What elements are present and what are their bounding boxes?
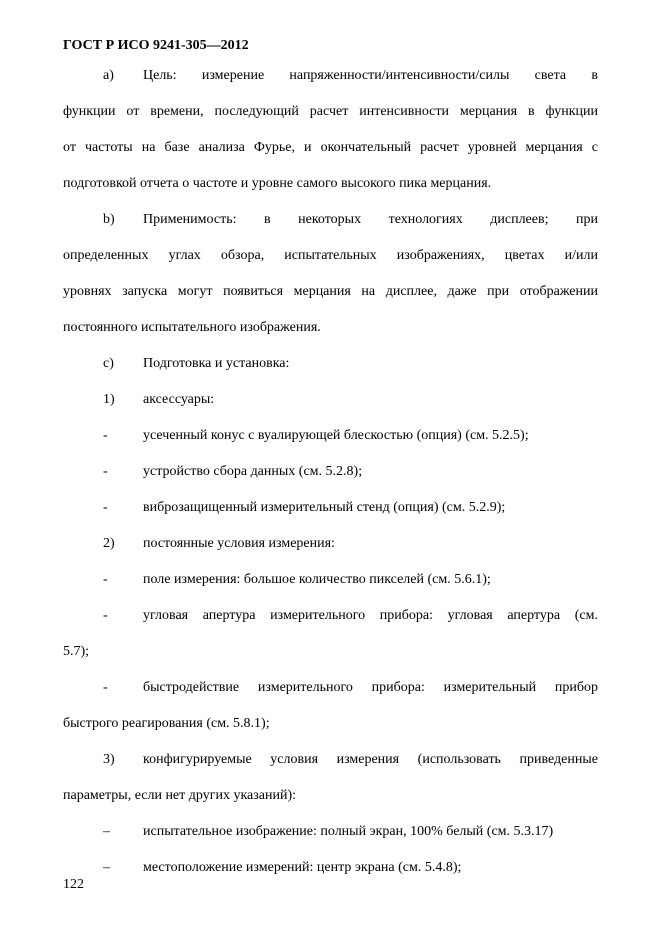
paragraph-line: функции от времени, последующий расчет интенсивности мерцания в функции bbox=[63, 104, 598, 119]
list-item-text: угловая апертура измерительного прибора: угловая апертура (см. bbox=[143, 608, 598, 623]
item-marker: а) bbox=[103, 68, 114, 83]
list-item-text: виброзащищенный измерительный стенд (опция) (см. 5.2.9); bbox=[143, 500, 506, 515]
paragraph-text: Подготовка и установка: bbox=[143, 356, 290, 371]
list-item bbox=[63, 418, 598, 454]
dash-marker: - bbox=[103, 500, 108, 515]
list-item-text: устройство сбора данных (см. 5.2.8); bbox=[143, 464, 363, 479]
paragraph-line: определенных углах обзора, испытательных изображениях, цветах и/или bbox=[63, 248, 598, 263]
item-marker: 3) bbox=[103, 752, 115, 767]
list-item-text: быстродействие измерительного прибора: измерительный прибор bbox=[143, 680, 598, 695]
subitem-text: конфигурируемые условия измерения (использовать приведенные bbox=[143, 752, 598, 767]
subitem-continuation: параметры, если нет других указаний): bbox=[63, 788, 297, 803]
item-marker: 2) bbox=[103, 536, 115, 551]
list-item bbox=[63, 598, 598, 634]
list-item-continuation: быстрого реагирования (см. 5.8.1); bbox=[63, 716, 270, 731]
paragraph-line: подготовкой отчета о частоте и уровне самого высокого пика мерцания. bbox=[63, 176, 492, 191]
dash-marker: - bbox=[103, 464, 108, 479]
dash-marker: – bbox=[103, 860, 110, 875]
subitem-text: аксессуары: bbox=[143, 392, 215, 407]
subitem-text: постоянные условия измерения: bbox=[143, 536, 335, 551]
paragraph-c bbox=[63, 346, 598, 382]
subitem-3 bbox=[63, 742, 598, 778]
item-marker: b) bbox=[103, 212, 115, 227]
list-item bbox=[63, 670, 598, 706]
list-item-continuation: 5.7); bbox=[63, 644, 90, 659]
paragraph-line: от частоты на базе анализа Фурье, и окончательный расчет уровней мерцания с bbox=[63, 140, 598, 155]
dash-marker: - bbox=[103, 572, 108, 587]
list-item-text: поле измерения: большое количество пикселей (см. 5.6.1); bbox=[143, 572, 491, 587]
subitem-1 bbox=[63, 382, 598, 418]
paragraph-a bbox=[63, 58, 598, 94]
paragraph-line: постоянного испытательного изображения. bbox=[63, 320, 321, 335]
list-item bbox=[63, 490, 598, 526]
item-marker: 1) bbox=[103, 392, 115, 407]
subitem-2 bbox=[63, 526, 598, 562]
list-item bbox=[63, 562, 598, 598]
dash-marker: - bbox=[103, 608, 108, 623]
dash-marker: - bbox=[103, 680, 108, 695]
list-item bbox=[63, 454, 598, 490]
page-number: 122 bbox=[63, 877, 84, 892]
paragraph-line: уровнях запуска могут появиться мерцания на дисплее, даже при отображении bbox=[63, 284, 598, 299]
paragraph-text: Применимость: в некоторых технологиях дисплеев; при bbox=[143, 212, 598, 227]
document-header: ГОСТ Р ИСО 9241-305—2012 bbox=[63, 38, 249, 53]
list-item-text: усеченный конус с вуалирующей блескостью (опция) (см. 5.2.5); bbox=[143, 428, 529, 443]
list-item-text: испытательное изображение: полный экран, 100% белый (см. 5.3.17) bbox=[143, 824, 554, 839]
paragraph-b bbox=[63, 202, 598, 238]
list-item bbox=[63, 814, 598, 850]
dash-marker: - bbox=[103, 428, 108, 443]
document-body bbox=[63, 58, 598, 886]
item-marker: c) bbox=[103, 356, 114, 371]
paragraph-text: Цель: измерение напряженности/интенсивности/силы света в bbox=[143, 68, 598, 83]
dash-marker: – bbox=[103, 824, 110, 839]
list-item bbox=[63, 850, 598, 886]
list-item-text: местоположение измерений: центр экрана (см. 5.4.8); bbox=[143, 860, 462, 875]
